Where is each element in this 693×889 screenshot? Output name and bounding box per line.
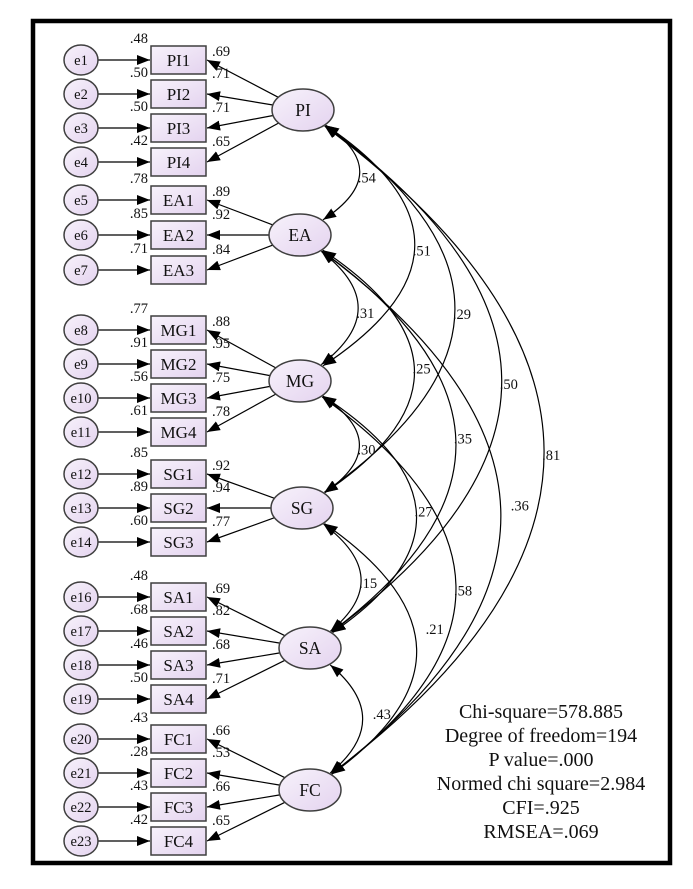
correlation-value-EA-SA: .35 [453, 431, 473, 448]
indicator-label: FC3 [163, 798, 194, 817]
error-label: e19 [70, 692, 92, 708]
error-label: e23 [70, 834, 92, 850]
correlation-value-PI-SA: .50 [499, 377, 518, 393]
loading-label: .66 [212, 723, 231, 739]
error-label: e18 [70, 658, 92, 674]
fit-statistic-line: CFI=.925 [502, 797, 580, 819]
error-label: e3 [74, 121, 88, 137]
latent-label: MG [285, 371, 315, 391]
r2-label: .50 [129, 99, 148, 115]
error-label: e10 [70, 391, 92, 407]
fit-statistic-line: Normed chi square=2.984 [436, 773, 646, 795]
error-label: e22 [70, 800, 92, 816]
loading-label: .77 [212, 514, 231, 530]
r2-label: .89 [129, 479, 148, 495]
r2-label: .48 [129, 568, 148, 584]
indicator-label: SA4 [163, 690, 194, 709]
correlation-value-PI-MG: .51 [412, 243, 431, 260]
loading-label: .84 [212, 242, 231, 258]
correlation-arrow-MG-SA [323, 396, 416, 632]
loading-label: .71 [212, 671, 231, 687]
r2-label: .48 [129, 31, 148, 47]
loading-label: .94 [212, 480, 231, 496]
indicator-label: SG3 [163, 533, 194, 552]
correlation-arrow-PI-SA [325, 126, 502, 632]
loading-label: .92 [212, 458, 231, 474]
error-label: e4 [74, 155, 88, 171]
indicator-label: PI4 [166, 153, 191, 172]
loading-label: .92 [212, 207, 231, 223]
correlation-arrow-EA-SA [322, 251, 456, 632]
loading-label: .65 [212, 813, 231, 829]
correlation-arrow-PI-EA [323, 126, 360, 220]
loading-label: .78 [212, 404, 231, 420]
error-label: e6 [74, 228, 88, 244]
r2-label: .42 [129, 812, 148, 828]
correlation-value-EA-FC: .36 [510, 498, 529, 515]
indicator-label: MG3 [160, 389, 197, 408]
r2-label: .61 [129, 403, 148, 419]
correlation-arrow-EA-MG [321, 251, 358, 364]
r2-label: .28 [129, 744, 148, 760]
r2-label: .50 [129, 670, 148, 686]
indicator-label: MG2 [160, 355, 197, 374]
r2-label: .60 [129, 513, 148, 529]
error-label: e9 [74, 357, 88, 373]
latent-label: PI [295, 100, 311, 120]
indicator-label: EA2 [162, 226, 195, 245]
r2-label: .68 [129, 602, 148, 618]
indicator-label: EA1 [162, 191, 195, 210]
r2-label: .78 [129, 171, 148, 187]
error-label: e17 [70, 624, 92, 640]
correlation-value-PI-EA: .54 [357, 170, 376, 187]
loading-label: .89 [212, 184, 231, 200]
correlation-value-SG-FC: .21 [425, 621, 444, 638]
error-label: e2 [74, 87, 88, 103]
indicator-label: FC4 [163, 832, 194, 851]
correlation-value-MG-FC: .58 [454, 583, 473, 600]
error-label: e14 [70, 535, 92, 551]
indicator-label: FC2 [163, 764, 194, 783]
error-label: e7 [74, 263, 88, 279]
correlation-value-MG-SA: .27 [414, 504, 433, 521]
r2-label: .91 [129, 335, 148, 351]
loading-label: .75 [212, 370, 231, 386]
error-label: e12 [70, 467, 92, 483]
correlation-arrow-SA-FC [330, 665, 362, 773]
correlation-value-SG-SA: .15 [359, 575, 378, 592]
indicator-label: SG2 [163, 499, 194, 518]
fit-statistic-line: P value=.000 [488, 749, 594, 771]
indicator-label: EA3 [162, 261, 195, 280]
indicator-label: PI3 [166, 119, 191, 138]
r2-label: .46 [129, 636, 148, 652]
indicator-label: FC1 [163, 730, 194, 749]
indicator-label: SA2 [163, 622, 194, 641]
loading-label: .71 [212, 100, 231, 116]
latent-label: EA [288, 225, 312, 245]
loading-label: .82 [212, 603, 231, 619]
error-label: e5 [74, 193, 88, 209]
loading-arrow [207, 386, 270, 398]
error-label: e8 [74, 323, 88, 339]
indicator-label: MG4 [160, 423, 197, 442]
correlation-value-EA-SG: .25 [412, 361, 431, 378]
indicator-label: PI1 [166, 51, 191, 70]
correlation-value-MG-SG: .30 [357, 442, 376, 459]
r2-label: .43 [129, 710, 148, 726]
r2-label: .85 [129, 206, 148, 222]
loading-label: .66 [212, 779, 231, 795]
r2-label: .50 [129, 65, 148, 81]
fit-statistic-line: Chi-square=578.885 [458, 701, 624, 723]
correlation-value-SA-FC: .43 [372, 707, 391, 723]
loading-arrow [207, 653, 280, 665]
error-label: e16 [70, 590, 92, 606]
error-label: e11 [70, 425, 92, 441]
r2-label: .71 [129, 241, 148, 257]
latent-label: SA [298, 638, 322, 658]
loading-label: .68 [212, 637, 231, 653]
error-label: e13 [70, 501, 92, 517]
fit-statistic-line: Degree of freedom=194 [444, 725, 638, 747]
loading-label: .69 [212, 44, 231, 60]
loading-arrow [207, 795, 280, 807]
indicator-label: SA3 [163, 656, 194, 675]
error-label: e21 [70, 766, 92, 782]
loading-label: .53 [212, 745, 231, 761]
loading-label: .88 [212, 314, 231, 330]
latent-label: SG [290, 498, 314, 518]
indicator-label: PI2 [166, 85, 191, 104]
correlation-value-EA-MG: .31 [356, 306, 375, 322]
indicator-label: SG1 [163, 465, 194, 484]
loading-label: .65 [212, 134, 231, 150]
loading-arrow [207, 116, 273, 129]
correlation-value-PI-FC: .81 [542, 448, 561, 464]
r2-label: .42 [129, 133, 148, 149]
fit-statistic-line: RMSEA=.069 [483, 821, 599, 843]
loading-label: .71 [212, 66, 231, 82]
correlation-arrow-EA-FC [322, 251, 501, 774]
error-label: e1 [74, 53, 88, 69]
loading-label: .69 [212, 581, 231, 597]
r2-label: .43 [129, 778, 148, 794]
correlation-value-PI-SG: .29 [452, 307, 472, 323]
error-label: e20 [70, 732, 92, 748]
r2-label: .77 [129, 301, 148, 317]
latent-label: FC [299, 780, 321, 800]
r2-label: .85 [129, 445, 148, 461]
loading-label: .95 [212, 336, 231, 352]
indicator-label: SA1 [163, 588, 194, 607]
r2-label: .56 [129, 369, 148, 385]
indicator-label: MG1 [160, 321, 197, 340]
